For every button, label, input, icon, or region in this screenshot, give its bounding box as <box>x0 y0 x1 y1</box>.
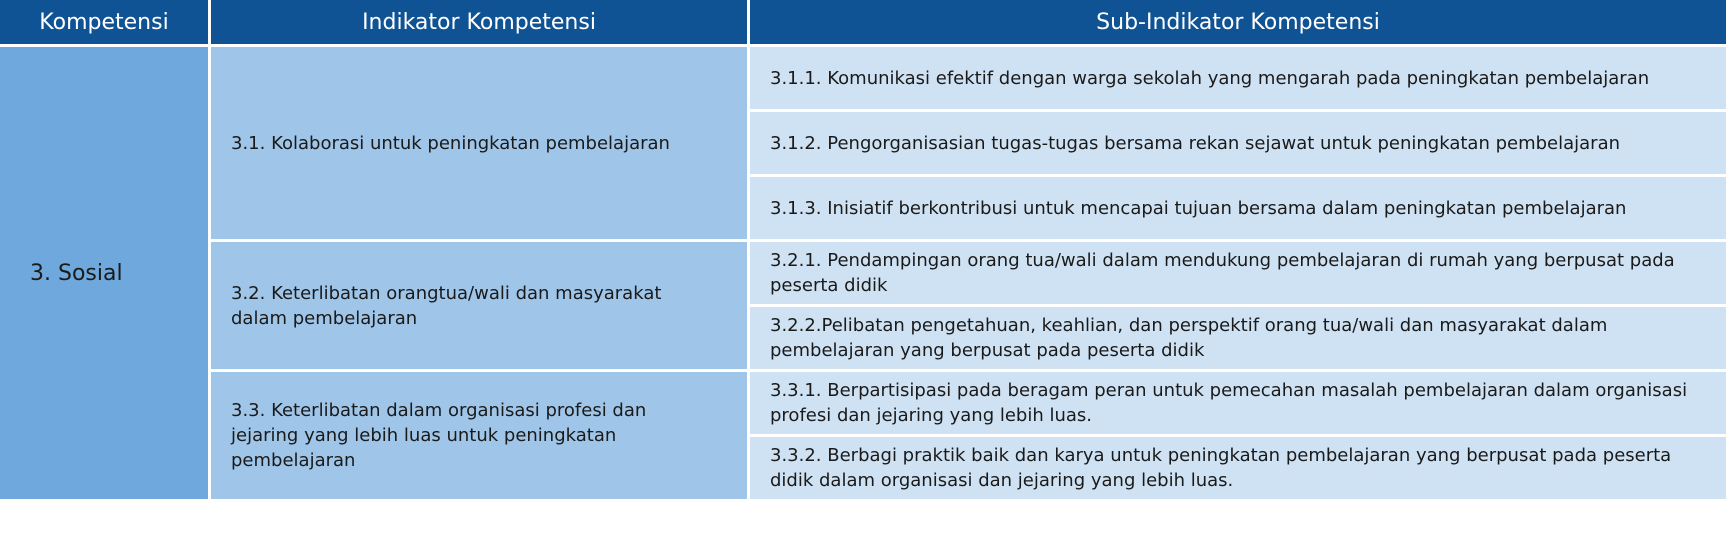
indicator-cell-3-2: 3.2. Keterlibatan orangtua/wali dan masyarakat dalam pembelajaran <box>211 242 747 369</box>
sub-indicator-cell-3-2-2: 3.2.2.Pelibatan pengetahuan, keahlian, dan perspektif orang tua/wali dan masyarakat dalam pembelajaran yang berpusat pada peserta didik <box>750 307 1726 369</box>
indicator-cell-3-1: 3.1. Kolaborasi untuk peningkatan pembelajaran <box>211 47 747 239</box>
sub-indicator-cell-3-3-1: 3.3.1. Berpartisipasi pada beragam peran untuk pemecahan masalah pembelajaran dalam organisasi profesi dan jejaring yang lebih luas. <box>750 372 1726 434</box>
header-sub-indikator: Sub-Indikator Kompetensi <box>750 0 1726 44</box>
header-row <box>0 0 1726 44</box>
table-row <box>0 372 1726 434</box>
sub-indicator-cell-3-1-1: 3.1.1. Komunikasi efektif dengan warga sekolah yang mengarah pada peningkatan pembelajaran <box>750 47 1726 109</box>
header-indikator: Indikator Kompetensi <box>211 0 747 44</box>
header-kompetensi: Kompetensi <box>0 0 208 44</box>
competency-cell: 3. Sosial <box>0 47 208 499</box>
indicator-cell-3-3: 3.3. Keterlibatan dalam organisasi profesi dan jejaring yang lebih luas untuk peningkatan pembelajaran <box>211 372 747 499</box>
table-row <box>0 47 1726 109</box>
sub-indicator-cell-3-1-2: 3.1.2. Pengorganisasian tugas-tugas bersama rekan sejawat untuk peningkatan pembelajaran <box>750 112 1726 174</box>
sub-indicator-cell-3-2-1: 3.2.1. Pendampingan orang tua/wali dalam mendukung pembelajaran di rumah yang berpusat pada peserta didik <box>750 242 1726 304</box>
sub-indicator-cell-3-3-2: 3.3.2. Berbagi praktik baik dan karya untuk peningkatan pembelajaran yang berpusat pada peserta didik dalam organisasi dan jejaring yang lebih luas. <box>750 437 1726 499</box>
table-row <box>0 242 1726 304</box>
sub-indicator-cell-3-1-3: 3.1.3. Inisiatif berkontribusi untuk mencapai tujuan bersama dalam peningkatan pembelajaran <box>750 177 1726 239</box>
